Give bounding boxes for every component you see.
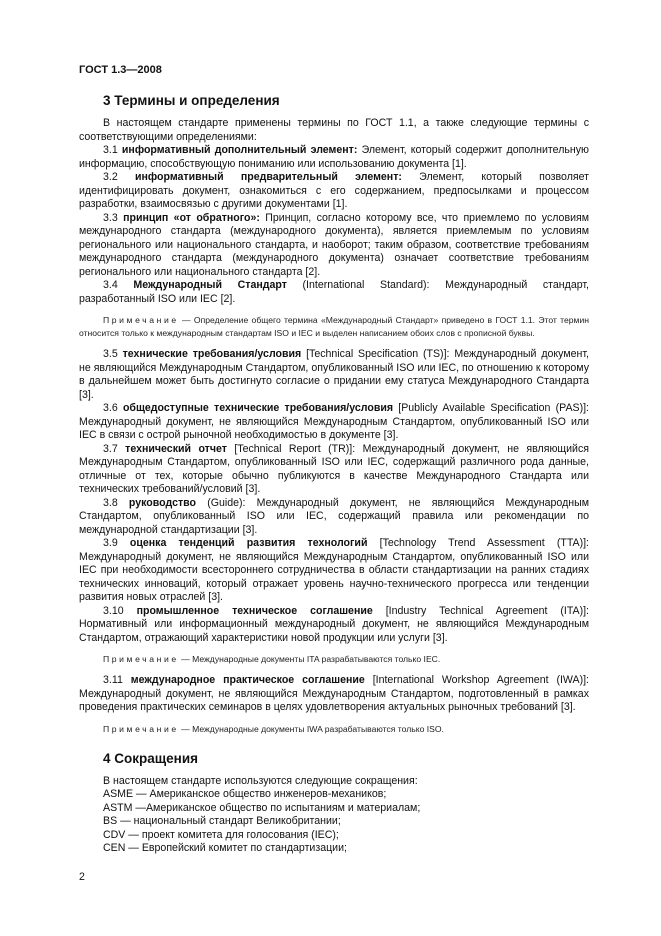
term-number: 3.3 (103, 211, 124, 224)
term-name: международное практическое соглашение (130, 674, 365, 686)
document-page (79, 63, 589, 884)
term-number: 3.5 (103, 348, 123, 360)
term-number: 3.6 (103, 402, 123, 414)
note-text: — Международные документы ITA разрабатываются только IEC. (178, 654, 441, 664)
term-number: 3.11 (103, 674, 131, 686)
term-definition: Элемент, который позволяет идентифицировать документ, ознакомиться с его содержанием, предпосылками и процессом разработки, взаимосвязью с другими документами [1]. (79, 171, 589, 210)
term-3-5 (79, 348, 589, 402)
term-name: общедоступные технические требования/условия (122, 402, 394, 414)
term-3-8 (79, 497, 589, 538)
note-label: Примечание (103, 315, 179, 325)
term-definition: [International Workshop Agreement (IWA)]: Международный документ, не являющийся Международным Стандартом, подготовленный в рамках проведения практических семинаров в целях удовлетворения актуальных рыночных требований [3]. (79, 674, 590, 713)
term-3-3 (79, 212, 589, 280)
term-name: оценка тенденций развития технологий (129, 537, 368, 549)
abbreviation-item: CEN — Европейский комитет по стандартизации; (103, 842, 347, 855)
document-header: ГОСТ 1.3—2008 (79, 64, 162, 76)
term-number: 3.10 (103, 604, 137, 617)
term-definition: [Industry Technical Agreement (ITA)]: Нормативный или информационный международный документ, не являющийся Международным Стандартом, отражающий характеристики новой продукции или услуги [3]. (79, 604, 590, 644)
note-label: Примечание (103, 654, 179, 664)
term-number: 3.4 (103, 279, 134, 291)
term-definition: [Technical Report (TR)]: Международный документ, не являющийся Международным Стандартом, опубликованный ISO или IEC, содержащий различного рода данные, отличные от тех, которые обычно публикуются в качестве Международного Стандарта или технических требований/условий [3]. (79, 442, 589, 495)
term-number: 3.1 (103, 144, 122, 156)
abbreviation-item: BS — национальный стандарт Великобритании; (103, 815, 341, 828)
term-name: Международный Стандарт (133, 279, 287, 291)
note-text: — Международные документы IWA разрабатываются только ISO. (178, 723, 444, 734)
term-number: 3.2 (103, 171, 135, 183)
term-3-1 (79, 144, 589, 171)
term-name: промышленное техническое соглашение (136, 604, 373, 617)
term-definition: (Guide): Международный документ, не являющийся Международным Стандартом, опубликованный ISO или IEC, содержащий правила или рекомендации по международной стандартизации [3]. (79, 496, 590, 536)
note-1 (79, 314, 589, 340)
term-number: 3.8 (103, 496, 129, 509)
term-definition: [Publicly Available Specification (PAS)]: Международный документ, не являющийся Международным Стандартом, опубликованный ISO или IEC в связи с острой рыночной необходимостью в документе [3]. (79, 402, 589, 441)
term-3-10 (79, 605, 589, 646)
term-name: информативный дополнительный элемент: (121, 144, 358, 156)
term-definition: [Technical Specification (TS)]: Международный документ, не являющийся Международным Стандартом, опубликованный ISO или IEC, по отношению к которому в дальнейшем может быть достигнуто согласие о придании ему статуса Международного Стандарта [3]. (79, 348, 589, 401)
section-3-heading: 3 Термины и определения (103, 93, 280, 108)
note-label: Примечание (103, 723, 179, 734)
section-4-intro: В настоящем стандарте используются следующие сокращения: (103, 774, 418, 787)
note-3 (79, 723, 589, 736)
term-3-2 (79, 171, 589, 212)
term-3-7 (79, 443, 589, 497)
term-3-4 (79, 279, 589, 306)
section-4-heading: 4 Сокращения (103, 750, 198, 766)
term-definition: Принцип, согласно которому все, что приемлемо по условиям международного стандарта (международного документа), является приемлемым по условиям регионального или национального стандарта, и наоборот; таким образом, соответствие требованиям международного стандарта (международного документа) означает соответствие требованиям регионального или национального стандарта [2]. (79, 211, 590, 278)
abbreviation-item: ASME — Американское общество инженеров-механиков; (103, 788, 387, 801)
term-number: 3.7 (103, 442, 126, 455)
abbreviation-item: CDV — проект комитета для голосования (IEC); (103, 828, 339, 841)
term-name: принцип «от обратного»: (123, 211, 260, 224)
term-name: технические требования/условия (122, 348, 302, 360)
term-3-11 (79, 674, 589, 715)
abbreviation-item: ASTM —Американское общество по испытаниям и материалам; (103, 801, 421, 814)
term-definition: [Technology Trend Assessment (TTA)]: Международный документ, не являющийся Международным Стандартом, опубликованный ISO или IEC при необходимости всестороннего сотрудничества в области стандартизации на ранних стадиях технических инноваций, который отражает уровень научно-технического прогресса или тенденции развития новых отраслей [3]. (79, 537, 589, 603)
term-definition: (International Standard): Международный стандарт, разработанный ISO или IEC [2]. (79, 279, 589, 305)
note-2 (79, 653, 589, 666)
term-definition: Элемент, который содержит дополнительную информацию, способствующую пониманию или использованию документа [1]. (79, 144, 589, 170)
abbreviations-list (79, 775, 589, 857)
term-3-6 (79, 402, 589, 443)
term-name: технический отчет (125, 442, 227, 455)
term-3-9 (79, 537, 589, 605)
note-text: — Определение общего термина «Международный Стандарт» приведено в ГОСТ 1.1. Этот термин относится только к международным стандартам ISO и IEC и выделен написанием обоих слов с прописной буквы. (79, 315, 589, 338)
term-number: 3.9 (103, 537, 130, 549)
page-number: 2 (79, 871, 85, 884)
term-name: информативный предварительный элемент: (135, 171, 402, 183)
section-3-intro: В настоящем стандарте применены термины по ГОСТ 1.1, а также следующие термины с соответствующими определениями: (79, 117, 589, 143)
term-name: руководство (128, 496, 196, 509)
